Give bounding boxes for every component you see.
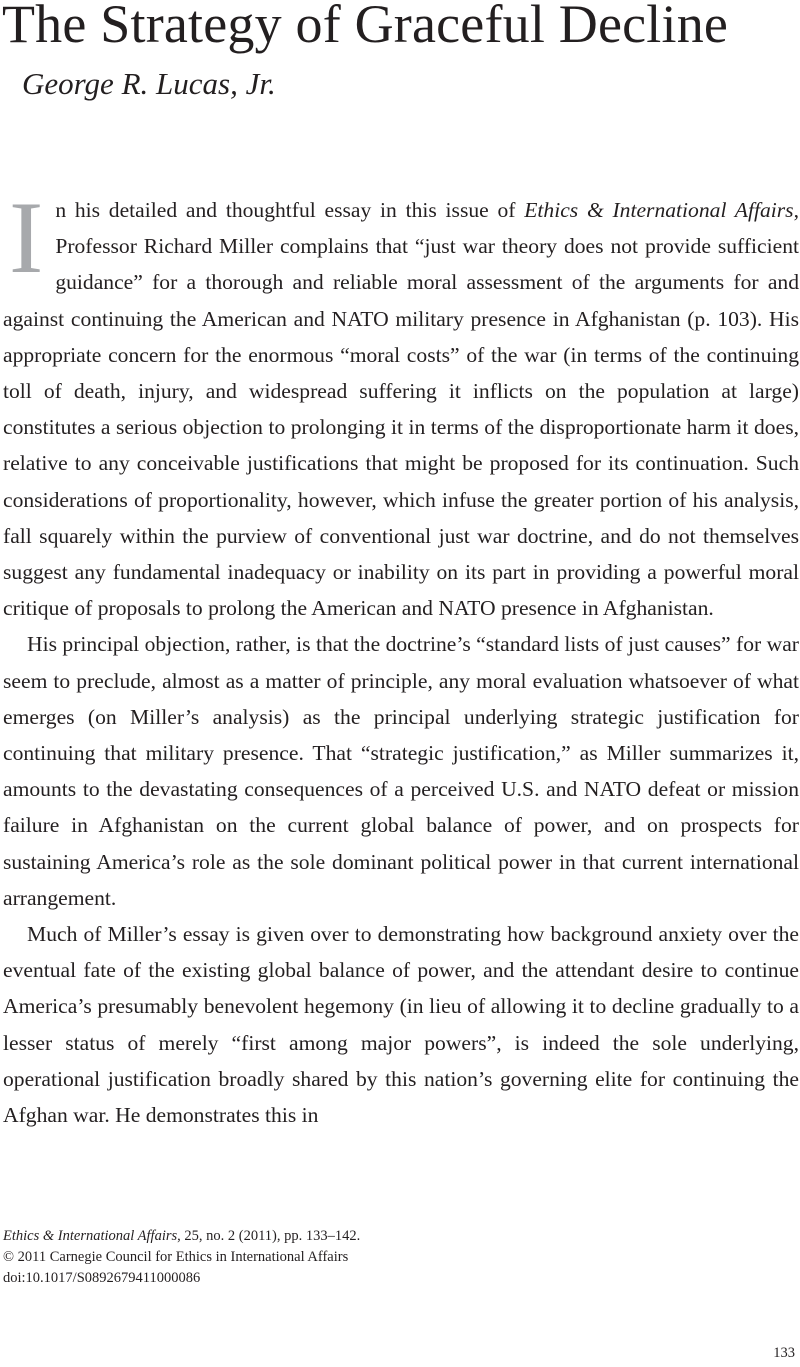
article-title: The Strategy of Graceful Decline <box>2 0 729 54</box>
citation-journal: Ethics & International Affairs <box>3 1228 178 1244</box>
journal-name-italic: Ethics & International Affairs <box>524 198 794 222</box>
paragraph-1 <box>3 181 799 626</box>
citation-details: , 25, no. 2 (2011), pp. 133–142. <box>177 1228 361 1244</box>
doi-line: doi:10.1017/S0892679411000086 <box>3 1270 201 1286</box>
paragraph-1-text-rest: , Professor Richard Miller complains that “just war theory does not provide sufficient guidance” for a thorough and reliable moral assessment of the arguments for and against continuing the American and NATO military presence in Afghanistan (p. 103). His appropriate concern for the enormous “moral costs” of the war (in terms of the continuing toll of death, injury, and widespread suffering it inflicts on the population at large) constitutes a serious objection to prolonging it in terms of the disproportionate harm it does, relative to any conceivable justifications that might be proposed for its continuation. Such considerations of proportionality, however, which infuse the greater portion of his analysis, fall squarely within the purview of conventional just war doctrine, and do not themselves suggest any fundamental inadequacy or inability on its part in providing a powerful moral critique of proposals to prolong the American and NATO presence in Afghanistan. <box>3 198 799 621</box>
citation-footer <box>3 1226 703 1289</box>
article-author: George R. Lucas, Jr. <box>22 66 276 101</box>
paragraph-2: His principal objection, rather, is that the doctrine’s “standard lists of just causes” for war seem to preclude, almost as a matter of principle, any moral evaluation whatsoever of what emerges (on Miller’s analysis) as the principal underlying strategic justification for continuing that military presence. That “strategic justification,” as Miller summarizes it, amounts to the devastating consequences of a perceived U.S. and NATO defeat or mission failure in Afghanistan on the current global balance of power, and on prospects for sustaining America’s role as the sole dominant political power in that current international arrangement. <box>3 632 799 910</box>
article-body <box>3 181 799 1133</box>
copyright-line: © 2011 Carnegie Council for Ethics in International Affairs <box>3 1249 349 1265</box>
paragraph-1-text-start: n his detailed and thoughtful essay in this issue of <box>55 198 525 222</box>
paragraph-3: Much of Miller’s essay is given over to demonstrating how background anxiety over the eventual fate of the existing global balance of power, and the attendant desire to continue America’s presumably benevolent hegemony (in lieu of allowing it to decline gradually to a lesser status of merely “first among major powers”, is indeed the sole underlying, operational justification broadly shared by this nation’s governing elite for continuing the Afghan war. He demonstrates this in <box>3 922 799 1128</box>
drop-cap: I <box>9 181 44 295</box>
citation-line <box>3 1226 703 1247</box>
page-number: 133 <box>773 1345 795 1361</box>
